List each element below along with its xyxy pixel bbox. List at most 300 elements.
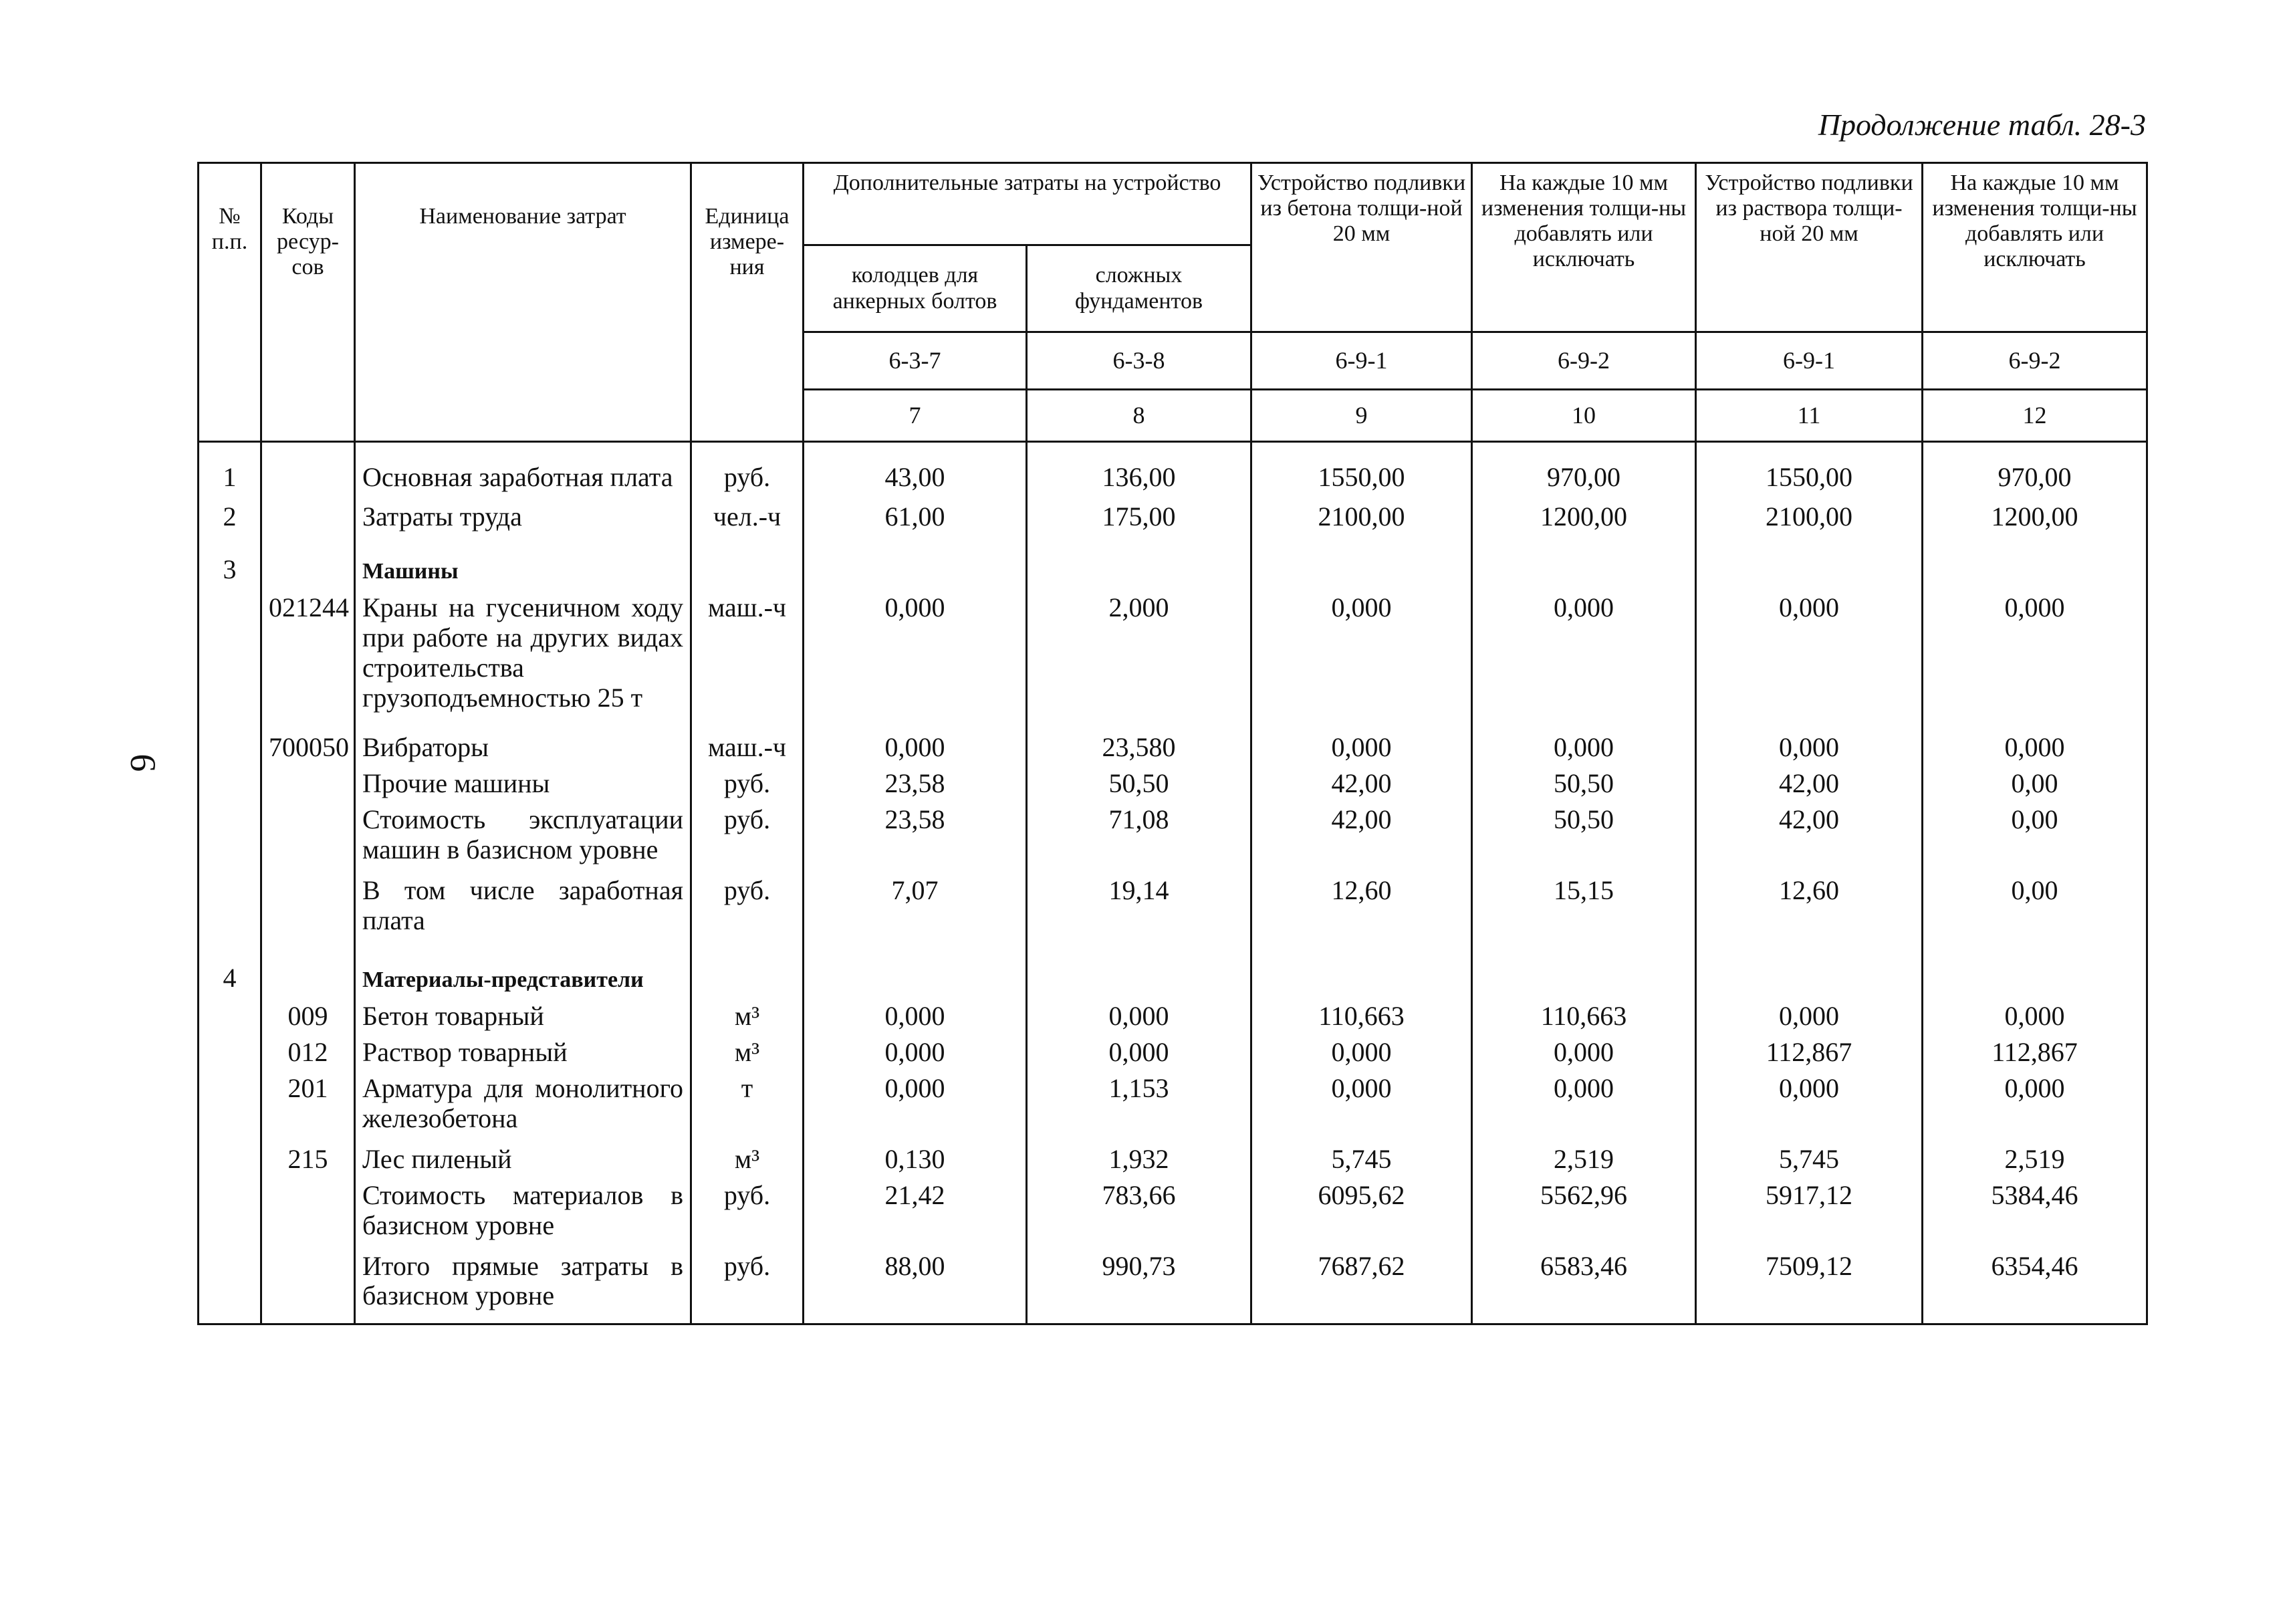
value-cell <box>1696 501 1923 538</box>
resource-code <box>261 538 355 593</box>
header-codes: Коды ресур-сов <box>261 163 355 442</box>
value-cell <box>1027 1180 1251 1251</box>
resource-code-text: 009 <box>287 1001 328 1032</box>
cost-name <box>355 442 691 501</box>
row-number <box>199 768 261 804</box>
cost-name <box>355 768 691 804</box>
unit <box>691 732 804 768</box>
value-cell <box>1696 442 1923 501</box>
header-additional-costs: Дополнительные затраты на устройство <box>804 163 1251 245</box>
unit-text: м³ <box>734 1001 760 1032</box>
unit-text: маш.-ч <box>707 592 787 623</box>
unit <box>691 1144 804 1180</box>
value-cell <box>1472 875 1696 946</box>
code-cell: 6-9-1 <box>1696 332 1923 390</box>
filler-cell <box>1923 1321 2147 1324</box>
unit-text: м³ <box>734 1037 760 1068</box>
value-cell <box>1251 732 1472 768</box>
value-cell <box>1472 1001 1696 1037</box>
value-cell <box>1251 1001 1472 1037</box>
code-cell: 6-3-8 <box>1027 332 1251 390</box>
value-cell-text: 0,000 <box>1779 1073 1840 1104</box>
cost-name <box>355 538 691 593</box>
value-cell <box>1251 804 1472 875</box>
resource-code <box>261 1001 355 1037</box>
unit <box>691 768 804 804</box>
code-cell: 6-9-2 <box>1923 332 2147 390</box>
value-cell-text: 0,000 <box>2004 592 2065 623</box>
value-cell <box>1251 1144 1472 1180</box>
value-cell-text: 0,000 <box>1779 592 1840 623</box>
table-row <box>199 1180 2147 1251</box>
code-cell: 6-9-2 <box>1472 332 1696 390</box>
value-cell <box>1027 768 1251 804</box>
table-row <box>199 1251 2147 1322</box>
table-row <box>199 501 2147 538</box>
column-number: 12 <box>1923 390 2147 442</box>
row-number-text: 4 <box>223 962 237 993</box>
value-cell <box>1472 732 1696 768</box>
value-cell-text: 0,000 <box>884 1001 945 1032</box>
value-cell-text: 0,130 <box>884 1144 945 1175</box>
value-cell-text: 50,50 <box>1554 804 1614 835</box>
value-cell <box>1696 592 1923 732</box>
resource-code <box>261 875 355 946</box>
value-cell <box>1472 946 1696 1002</box>
header-unit: Единица измере-ния <box>691 163 804 442</box>
value-cell-text: 0,000 <box>1331 732 1392 763</box>
page-number: 9 <box>122 753 163 772</box>
table-row <box>199 1037 2147 1073</box>
value-cell-text: 970,00 <box>1998 462 2072 492</box>
value-cell-text: 0,000 <box>1779 732 1840 763</box>
value-cell-text: 0,000 <box>2004 732 2065 763</box>
header-col9: Устройство подливки из бетона толщи-ной 20 мм <box>1251 163 1472 332</box>
table-row <box>199 1073 2147 1144</box>
value-cell-text: 1200,00 <box>1540 501 1628 532</box>
value-cell <box>1923 875 2147 946</box>
value-cell <box>1027 804 1251 875</box>
value-cell <box>804 1251 1027 1322</box>
value-cell <box>1696 1037 1923 1073</box>
value-cell-text: 2,519 <box>1554 1144 1614 1175</box>
value-cell-text: 0,000 <box>1554 1037 1614 1068</box>
value-cell-text: 12,60 <box>1779 875 1840 906</box>
value-cell <box>1923 732 2147 768</box>
value-cell <box>804 538 1027 593</box>
row-number-text: 1 <box>223 462 237 492</box>
cost-name <box>355 1180 691 1251</box>
row-number <box>199 1144 261 1180</box>
value-cell <box>1027 875 1251 946</box>
value-cell <box>1251 1251 1472 1322</box>
value-cell-text: 783,66 <box>1102 1180 1176 1211</box>
value-cell <box>1923 1144 2147 1180</box>
unit-text: руб. <box>723 875 771 906</box>
cost-name-text: Краны на гусеничном ходу при работе на других видах строительства грузоподъемностью 25 т <box>362 592 683 713</box>
unit-text: руб. <box>723 768 771 799</box>
unit <box>691 1001 804 1037</box>
cost-name-text: Машины <box>362 558 459 584</box>
unit <box>691 1073 804 1144</box>
value-cell-text: 23,58 <box>884 804 945 835</box>
unit-text: руб. <box>723 804 771 835</box>
value-cell <box>804 1073 1027 1144</box>
resource-code <box>261 501 355 538</box>
row-number <box>199 804 261 875</box>
value-cell-text: 7,07 <box>891 875 939 906</box>
value-cell-text: 0,000 <box>2004 1001 2065 1032</box>
value-cell-text: 112,867 <box>1766 1037 1852 1068</box>
value-cell-text: 23,580 <box>1102 732 1176 763</box>
resource-code <box>261 1180 355 1251</box>
value-cell <box>804 592 1027 732</box>
value-cell-text: 0,000 <box>1108 1037 1169 1068</box>
value-cell <box>1923 1073 2147 1144</box>
value-cell-text: 0,00 <box>2011 768 2058 799</box>
value-cell <box>1472 501 1696 538</box>
value-cell-text: 19,14 <box>1108 875 1169 906</box>
unit <box>691 946 804 1002</box>
resource-code <box>261 946 355 1002</box>
header-col10: На каждые 10 мм изменения толщи-ны добавлять или исключать <box>1472 163 1696 332</box>
value-cell <box>1251 875 1472 946</box>
unit <box>691 442 804 501</box>
value-cell-text: 5,745 <box>1779 1144 1840 1175</box>
cost-name <box>355 592 691 732</box>
value-cell-text: 6354,46 <box>1991 1250 2078 1281</box>
unit <box>691 804 804 875</box>
value-cell-text: 5,745 <box>1331 1144 1392 1175</box>
header-sub-complex-foundations: сложных фундаментов <box>1027 245 1251 332</box>
header-name: Наименование затрат <box>355 163 691 442</box>
row-number-text: 2 <box>223 501 237 532</box>
value-cell <box>1923 592 2147 732</box>
filler-cell <box>1472 1321 1696 1324</box>
cost-name-text: Материалы-представители <box>362 967 644 992</box>
value-cell-text: 42,00 <box>1779 804 1840 835</box>
value-cell <box>1472 1073 1696 1144</box>
value-cell-text: 0,000 <box>1779 1001 1840 1032</box>
value-cell <box>1027 1144 1251 1180</box>
value-cell-text: 6583,46 <box>1540 1250 1628 1281</box>
value-cell-text: 71,08 <box>1108 804 1169 835</box>
header-col11: Устройство подливки из раствора толщи-ной 20 мм <box>1696 163 1923 332</box>
value-cell <box>804 1001 1027 1037</box>
unit-text: чел.-ч <box>713 501 781 532</box>
value-cell-text: 15,15 <box>1554 875 1614 906</box>
cost-name-text: Лес пиленый <box>362 1144 512 1175</box>
value-cell <box>1027 1251 1251 1322</box>
value-cell <box>1923 442 2147 501</box>
column-number: 10 <box>1472 390 1696 442</box>
table-row <box>199 538 2147 593</box>
value-cell <box>1027 501 1251 538</box>
row-number <box>199 1073 261 1144</box>
value-cell-text: 21,42 <box>884 1180 945 1211</box>
resource-cost-table <box>197 162 2148 1325</box>
value-cell-text: 2100,00 <box>1766 501 1853 532</box>
value-cell-text: 970,00 <box>1547 462 1621 492</box>
value-cell <box>1472 1180 1696 1251</box>
value-cell-text: 110,663 <box>1318 1001 1405 1032</box>
value-cell-text: 12,60 <box>1331 875 1392 906</box>
header-sub-anchor-wells: колодцев для анкерных болтов <box>804 245 1027 332</box>
resource-code <box>261 1037 355 1073</box>
cost-name-text: Затраты труда <box>362 501 522 532</box>
unit <box>691 592 804 732</box>
value-cell-text: 0,000 <box>1331 1037 1392 1068</box>
value-cell <box>804 732 1027 768</box>
row-number <box>199 538 261 593</box>
value-cell <box>804 875 1027 946</box>
unit-text: руб. <box>723 462 771 492</box>
unit <box>691 875 804 946</box>
table-row <box>199 1144 2147 1180</box>
value-cell <box>1027 946 1251 1002</box>
row-number <box>199 501 261 538</box>
value-cell <box>804 1144 1027 1180</box>
value-cell <box>1027 1073 1251 1144</box>
column-number: 7 <box>804 390 1027 442</box>
value-cell-text: 2,000 <box>1108 592 1169 623</box>
value-cell-text: 42,00 <box>1779 768 1840 799</box>
resource-code <box>261 1144 355 1180</box>
code-cell: 6-9-1 <box>1251 332 1472 390</box>
value-cell-text: 2100,00 <box>1318 501 1405 532</box>
value-cell-text: 0,000 <box>1554 1073 1614 1104</box>
row-number <box>199 1001 261 1037</box>
value-cell <box>804 442 1027 501</box>
value-cell <box>804 501 1027 538</box>
value-cell <box>1251 1180 1472 1251</box>
value-cell <box>1923 1180 2147 1251</box>
value-cell-text: 110,663 <box>1540 1001 1627 1032</box>
value-cell <box>1696 1001 1923 1037</box>
cost-name-text: Стоимость материалов в базисном уровне <box>362 1180 683 1240</box>
value-cell-text: 2,519 <box>2004 1144 2065 1175</box>
cost-name-text: Бетон товарный <box>362 1001 544 1032</box>
value-cell <box>1472 1037 1696 1073</box>
resource-code-text: 021244 <box>269 592 349 623</box>
resource-code <box>261 1073 355 1144</box>
row-number <box>199 875 261 946</box>
resource-code <box>261 804 355 875</box>
cost-name-text: Прочие машины <box>362 768 550 799</box>
value-cell <box>1472 442 1696 501</box>
table-row <box>199 946 2147 1002</box>
resource-code <box>261 442 355 501</box>
value-cell <box>1696 768 1923 804</box>
value-cell <box>1696 1073 1923 1144</box>
value-cell <box>1251 1037 1472 1073</box>
value-cell-text: 0,000 <box>1331 592 1392 623</box>
table-row <box>199 442 2147 501</box>
cost-name <box>355 1144 691 1180</box>
row-number <box>199 946 261 1002</box>
value-cell-text: 43,00 <box>884 462 945 492</box>
unit <box>691 1180 804 1251</box>
value-cell <box>804 804 1027 875</box>
row-number-text: 3 <box>223 554 237 584</box>
value-cell-text: 7509,12 <box>1766 1250 1853 1281</box>
cost-name-text: Арматура для монолитного железобетона <box>362 1073 683 1134</box>
column-number: 9 <box>1251 390 1472 442</box>
value-cell <box>1696 1180 1923 1251</box>
value-cell-text: 5562,96 <box>1540 1180 1628 1211</box>
value-cell-text: 0,000 <box>884 1037 945 1068</box>
cost-name <box>355 1251 691 1322</box>
cost-name <box>355 1073 691 1144</box>
value-cell-text: 136,00 <box>1102 462 1176 492</box>
resource-code <box>261 768 355 804</box>
value-cell <box>1696 1144 1923 1180</box>
value-cell <box>1251 442 1472 501</box>
cost-name-text: Раствор товарный <box>362 1037 568 1068</box>
value-cell-text: 1550,00 <box>1318 462 1405 492</box>
table-filler-row <box>199 1321 2147 1324</box>
value-cell-text: 1550,00 <box>1766 462 1853 492</box>
value-cell-text: 0,000 <box>1554 732 1614 763</box>
value-cell <box>1027 1001 1251 1037</box>
value-cell <box>1472 1251 1696 1322</box>
value-cell-text: 112,867 <box>1992 1037 2078 1068</box>
value-cell-text: 42,00 <box>1331 804 1392 835</box>
value-cell-text: 0,000 <box>884 592 945 623</box>
table-body <box>199 442 2147 1324</box>
resource-code <box>261 732 355 768</box>
value-cell <box>1027 1037 1251 1073</box>
cost-name <box>355 1037 691 1073</box>
filler-cell <box>355 1321 691 1324</box>
header-col12: На каждые 10 мм изменения толщи-ны добавлять или исключать <box>1923 163 2147 332</box>
value-cell <box>1923 1037 2147 1073</box>
value-cell <box>1472 1144 1696 1180</box>
value-cell <box>804 1037 1027 1073</box>
value-cell <box>1251 538 1472 593</box>
resource-code <box>261 592 355 732</box>
value-cell <box>1472 592 1696 732</box>
cost-name-text: Стоимость эксплуатации машин в базисном уровне <box>362 804 683 865</box>
value-cell <box>1027 442 1251 501</box>
table-row <box>199 768 2147 804</box>
resource-code <box>261 1251 355 1322</box>
unit-text: руб. <box>723 1180 771 1211</box>
unit-text: руб. <box>723 1250 771 1281</box>
filler-cell <box>261 1321 355 1324</box>
value-cell-text: 23,58 <box>884 768 945 799</box>
value-cell <box>1696 1251 1923 1322</box>
table-row <box>199 804 2147 875</box>
value-cell-text: 0,000 <box>884 1073 945 1104</box>
value-cell-text: 0,000 <box>2004 1073 2065 1104</box>
cost-name-text: Итого прямые затраты в базисном уровне <box>362 1250 683 1311</box>
value-cell <box>1696 875 1923 946</box>
table-row <box>199 1001 2147 1037</box>
filler-cell <box>1027 1321 1251 1324</box>
row-number <box>199 592 261 732</box>
row-number <box>199 1180 261 1251</box>
unit <box>691 1251 804 1322</box>
value-cell-text: 50,50 <box>1108 768 1169 799</box>
cost-name-text: Основная заработная плата <box>362 462 673 492</box>
value-cell <box>1923 804 2147 875</box>
table-header <box>199 163 2147 442</box>
unit-text: т <box>741 1073 753 1104</box>
unit <box>691 501 804 538</box>
value-cell <box>1923 1251 2147 1322</box>
cost-name <box>355 1001 691 1037</box>
header-number: № п.п. <box>199 163 261 442</box>
table-row <box>199 732 2147 768</box>
cost-name <box>355 732 691 768</box>
value-cell <box>1251 592 1472 732</box>
value-cell <box>804 1180 1027 1251</box>
filler-cell <box>1251 1321 1472 1324</box>
filler-cell <box>691 1321 804 1324</box>
value-cell <box>804 768 1027 804</box>
filler-cell <box>1696 1321 1923 1324</box>
value-cell-text: 990,73 <box>1102 1250 1176 1281</box>
unit-text: м³ <box>734 1144 760 1175</box>
value-cell <box>1696 804 1923 875</box>
row-number <box>199 442 261 501</box>
unit-text: маш.-ч <box>707 732 787 763</box>
value-cell-text: 0,000 <box>884 732 945 763</box>
value-cell <box>1251 768 1472 804</box>
value-cell-text: 5384,46 <box>1991 1180 2078 1211</box>
cost-name <box>355 804 691 875</box>
value-cell <box>1923 1001 2147 1037</box>
value-cell <box>804 946 1027 1002</box>
table-row <box>199 875 2147 946</box>
value-cell <box>1027 592 1251 732</box>
value-cell-text: 175,00 <box>1102 501 1176 532</box>
resource-code-text: 012 <box>287 1037 328 1068</box>
value-cell-text: 61,00 <box>884 501 945 532</box>
resource-code-text: 215 <box>287 1144 328 1175</box>
filler-cell <box>804 1321 1027 1324</box>
value-cell-text: 0,00 <box>2011 875 2058 906</box>
value-cell-text: 1,932 <box>1108 1144 1169 1175</box>
value-cell-text: 0,000 <box>1108 1001 1169 1032</box>
cost-name-text: В том числе заработная плата <box>362 875 683 935</box>
value-cell-text: 1,153 <box>1108 1073 1169 1104</box>
value-cell-text: 5917,12 <box>1766 1180 1853 1211</box>
code-cell: 6-3-7 <box>804 332 1027 390</box>
value-cell <box>1923 501 2147 538</box>
unit <box>691 538 804 593</box>
value-cell-text: 0,00 <box>2011 804 2058 835</box>
value-cell <box>1251 1073 1472 1144</box>
value-cell-text: 0,000 <box>1331 1073 1392 1104</box>
resource-code-text: 201 <box>287 1073 328 1104</box>
table-row <box>199 592 2147 732</box>
value-cell-text: 1200,00 <box>1991 501 2078 532</box>
column-number: 11 <box>1696 390 1923 442</box>
value-cell <box>1923 946 2147 1002</box>
cost-name-text: Вибраторы <box>362 732 489 763</box>
column-number: 8 <box>1027 390 1251 442</box>
row-number <box>199 1037 261 1073</box>
value-cell <box>1251 946 1472 1002</box>
value-cell <box>1472 768 1696 804</box>
value-cell-text: 88,00 <box>884 1250 945 1281</box>
value-cell-text: 50,50 <box>1554 768 1614 799</box>
value-cell-text: 42,00 <box>1331 768 1392 799</box>
resource-code-text: 700050 <box>269 732 349 763</box>
value-cell <box>1696 538 1923 593</box>
